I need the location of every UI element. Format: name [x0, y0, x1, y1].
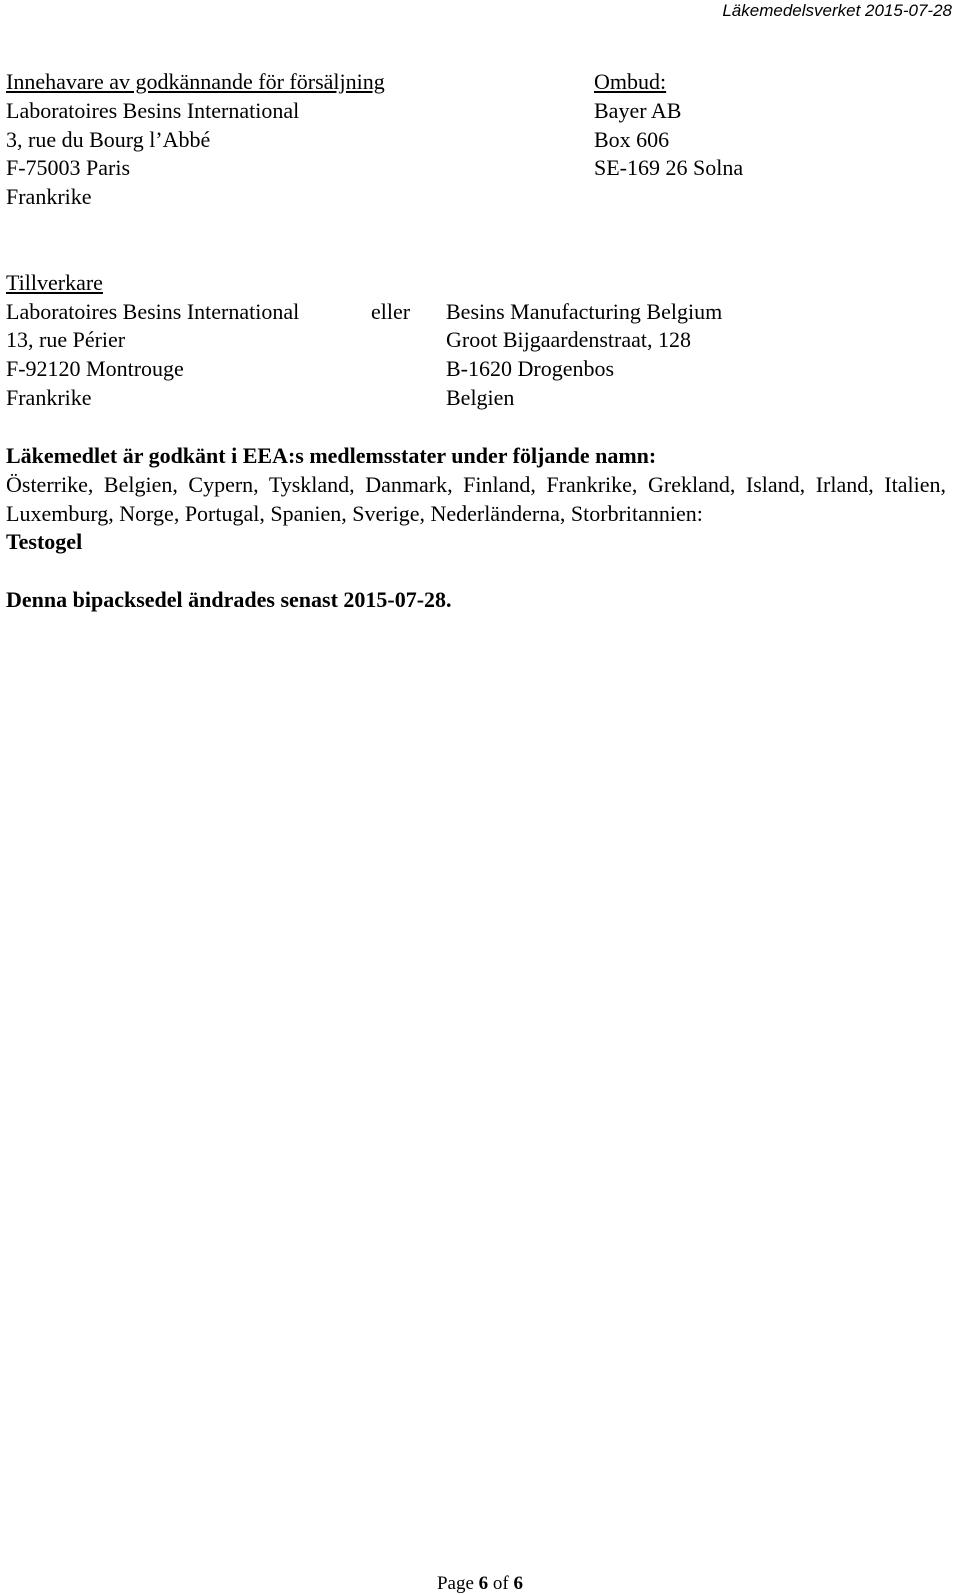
- manufacturer-heading: Tillverkare: [6, 270, 103, 295]
- manufacturer-right-line-4: Belgien: [446, 385, 515, 410]
- agent-heading: Ombud:: [594, 69, 667, 94]
- eea-heading: Läkemedlet är godkänt i EEA:s medlemsstater under följande namn:: [6, 443, 657, 468]
- agency-date-header: Läkemedelsverket 2015-07-28: [722, 1, 952, 20]
- manufacturer-left-line-2: 13, rue Périer: [6, 327, 126, 352]
- holder-line-4: Frankrike: [6, 184, 92, 209]
- holder-line-2: 3, rue du Bourg l’Abbé: [6, 127, 211, 152]
- agent-line-1: Bayer AB: [594, 98, 682, 123]
- manufacturer-connector: eller: [371, 299, 411, 324]
- footer-page-word: Page: [436, 1573, 474, 1594]
- footer-of-word: of: [492, 1573, 509, 1594]
- manufacturer-right-line-3: B-1620 Drogenbos: [446, 356, 615, 381]
- manufacturer-left-line-1: Laboratoires Besins International: [6, 299, 300, 324]
- holder-heading: Innehavare av godkännande för försäljning: [6, 69, 385, 94]
- holder-line-1: Laboratoires Besins International: [6, 98, 300, 123]
- footer-page-total: 6: [513, 1573, 523, 1594]
- revision-date: Denna bipacksedel ändrades senast 2015-07-28.: [6, 587, 452, 612]
- eea-countries: Österrike, Belgien, Cypern, Tyskland, Danmark, Finland, Frankrike, Grekland, Island, Irland, Italien, Luxemburg, Norge, Portugal, Spanien, Sverige, Nederländerna, Storbritannien:: [6, 472, 946, 526]
- product-name: Testogel: [6, 529, 83, 554]
- agent-line-2: Box 606: [594, 127, 670, 152]
- manufacturer-right-line-1: Besins Manufacturing Belgium: [446, 299, 723, 324]
- footer-page-number: 6: [478, 1573, 489, 1594]
- holder-line-3: F-75003 Paris: [6, 155, 131, 180]
- agent-line-3: SE-169 26 Solna: [594, 155, 744, 180]
- manufacturer-left-line-4: Frankrike: [6, 385, 92, 410]
- manufacturer-left-line-3: F-92120 Montrouge: [6, 356, 184, 381]
- manufacturer-right-line-2: Groot Bijgaardenstraat, 128: [446, 327, 691, 352]
